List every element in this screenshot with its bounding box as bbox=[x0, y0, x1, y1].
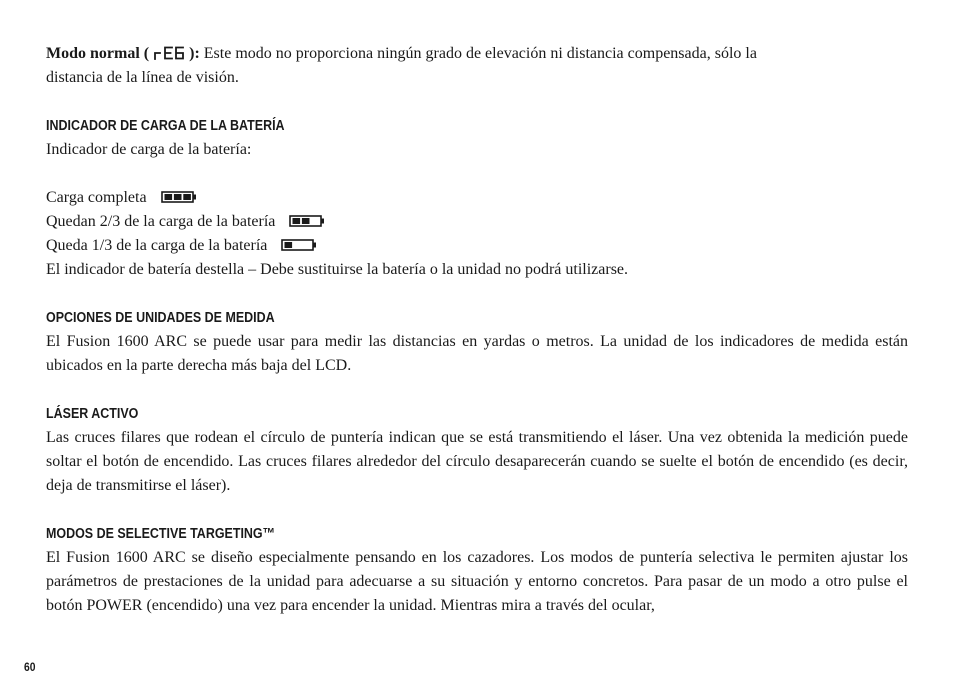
battery-level-item bbox=[46, 234, 908, 258]
battery-level-item bbox=[46, 186, 908, 210]
battery-bar-segment bbox=[285, 242, 293, 248]
battery-bar-segment bbox=[173, 194, 181, 200]
battery-tip bbox=[314, 243, 317, 248]
battery-one-third-icon bbox=[281, 239, 317, 251]
page-number: 60 bbox=[24, 660, 36, 674]
normal-mode-text-line1: Este modo no proporciona ningún grado de elevación ni distancia compensada, sólo la bbox=[199, 45, 757, 62]
battery-level-label: Queda 1/3 de la carga de la batería bbox=[46, 237, 268, 254]
battery-level-item bbox=[46, 210, 908, 234]
battery-bar-segment bbox=[293, 218, 301, 224]
normal-mode-open-paren: ( bbox=[139, 45, 154, 62]
targeting-paragraph: El Fusion 1600 ARC se diseño especialmente pensando en los cazadores. Los modos de puntería selectiva le permiten ajustar los parámetros de prestaciones de la unidad para adecuarse a su situación y entorno concretos. Para pasar de un modo a otro pulse el botón POWER (encendido) una vez para encender la unidad. Mientras mira a través del ocular, bbox=[46, 549, 908, 614]
battery-bar-segment bbox=[164, 194, 172, 200]
targeting-heading: MODOS DE SELECTIVE TARGETING™ bbox=[46, 526, 276, 542]
battery-bar-segment bbox=[183, 194, 191, 200]
units-paragraph: El Fusion 1600 ARC se puede usar para medir las distancias en yardas o metros. La unidad de los indicadores de medida están ubicados en la parte derecha más baja del LCD. bbox=[46, 333, 908, 374]
normal-mode-paragraph bbox=[46, 42, 908, 90]
normal-mode-lcd-glyph bbox=[153, 46, 185, 60]
battery-intro: Indicador de carga de la batería: bbox=[46, 141, 252, 158]
battery-bar-segment bbox=[302, 218, 310, 224]
battery-heading: INDICADOR DE CARGA DE LA BATERÍA bbox=[46, 118, 285, 134]
battery-level-label: Carga completa bbox=[46, 189, 147, 206]
spacer bbox=[46, 378, 908, 402]
units-heading: OPCIONES DE UNIDADES DE MEDIDA bbox=[46, 310, 275, 326]
spacer bbox=[46, 282, 908, 306]
battery-full-icon bbox=[161, 191, 197, 203]
normal-mode-label: Modo normal bbox=[46, 45, 140, 62]
battery-level-label: Quedan 2/3 de la carga de la batería bbox=[46, 213, 276, 230]
battery-two-thirds-icon bbox=[289, 215, 325, 227]
laser-paragraph: Las cruces filares que rodean el círculo de puntería indican que se está transmitiendo el láser. Una vez obtenida la medición puede soltar el botón de encendido. Las cruces filares alrededor del círculo desaparecerán cuando se suelte el botón de encendido (es decir, deja de transmitirse el láser). bbox=[46, 429, 908, 494]
page-content bbox=[46, 42, 908, 618]
spacer bbox=[46, 90, 908, 114]
normal-mode-close-paren: ): bbox=[185, 45, 200, 62]
laser-heading: LÁSER ACTIVO bbox=[46, 406, 139, 422]
spacer bbox=[46, 498, 908, 522]
battery-level-list bbox=[46, 186, 908, 258]
battery-blink-note: El indicador de batería destella – Debe sustituirse la batería o la unidad no podrá utilizarse. bbox=[46, 261, 629, 278]
battery-tip bbox=[193, 195, 196, 200]
normal-mode-text-line2: distancia de la línea de visión. bbox=[46, 69, 239, 86]
battery-tip bbox=[322, 219, 325, 224]
spacer bbox=[46, 162, 908, 186]
